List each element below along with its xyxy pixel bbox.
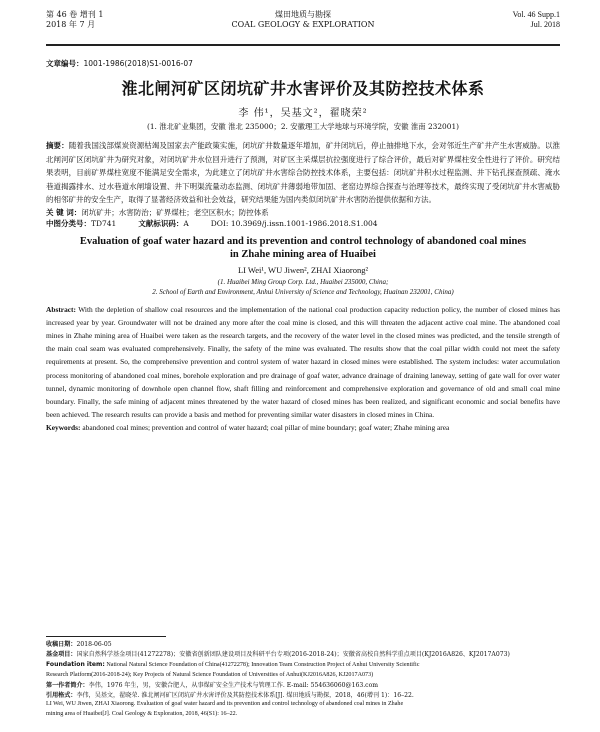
title-chinese: 淮北闸河矿区闭坑矿井水害评价及其防控技术体系 — [121, 79, 485, 98]
running-header — [46, 10, 560, 46]
doc-code-label: 文献标识码： — [138, 218, 184, 228]
fund-en-line1: National Natural Science Foundation of China(41272278); Innovation Team Construction Project of Anhui University Scientific — [106, 661, 420, 668]
footnote-received — [46, 640, 560, 650]
footnotes — [46, 636, 560, 720]
author-label: 第一作者简介： — [46, 681, 89, 689]
received-value: 2018-06-05 — [76, 641, 112, 648]
header-journal-en: COAL GEOLOGY & EXPLORATION — [231, 20, 375, 29]
footnote-citation-en: LI Wei, WU Jiwen, ZHAI Xiaorong. Evaluation of goaf water hazard and its prevention and control technology of abandoned coal mines in Zhahe — [46, 701, 404, 708]
classification-line — [46, 218, 560, 229]
footnote-divider — [46, 636, 166, 637]
footnote-citation-cn — [46, 691, 560, 701]
header-volume-en — [513, 10, 560, 30]
fund-label: 基金项目： — [46, 650, 77, 658]
abstract-en-label: Abstract: — [46, 304, 76, 314]
journal-page — [0, 10, 600, 732]
keywords-chinese — [46, 207, 560, 218]
keywords-cn-label: 关 键 词： — [46, 207, 82, 217]
footnote-fund-en — [46, 660, 560, 671]
citation-value: 李伟，吴基文，翟晓荣. 淮北闸河矿区闭坑矿井水害评价及其防控技术体系[J]. 煤田地质与勘探，2018，46(增刊 1)：16–22. — [76, 691, 414, 699]
doi-label: DOI: — [210, 218, 231, 228]
footnote-author — [46, 681, 560, 691]
author-value: 李伟，1976 年生，男，安徽合肥人，从事煤矿安全生产技术与管理工作. E-mail: 554636060@163.com — [88, 681, 379, 689]
article-number — [46, 58, 560, 69]
citation-label: 引用格式： — [46, 691, 77, 699]
header-vol-en: Vol. 46 Supp.1 — [512, 10, 560, 19]
title-english: Evaluation of goaf water hazard and its prevention and control technology of abandoned coal mines in Zhahe mining area of Huaibei — [79, 235, 527, 260]
abstract-english — [46, 303, 560, 422]
fund-en-label: Foundation item: — [46, 660, 105, 668]
footnote-fund-en-cont: Research Platform(2016-2018-24); Key Projects of Natural Science Foundation of Universities of Anhui(KJ2016A826, KJ2017A073) — [46, 671, 374, 678]
footnote-citation-en-cont: mining area of Huaibei[J]. Coal Geology & Exploration, 2018, 46(S1): 16–22. — [46, 711, 238, 718]
affiliation-english — [46, 277, 560, 297]
footnote-fund-cn — [46, 650, 560, 660]
keywords-cn-text: 闭坑矿井；水害防治；矿界煤柱；老空区积水；防控体系 — [81, 207, 269, 217]
article-number-value: 1001-1986(2018)S1-0016-07 — [83, 59, 193, 68]
abstract-cn-text: 随着我国浅部煤炭资源枯竭及国家去产能政策实施，闭坑矿井数量逐年增加，矿井闭坑后，停止抽排地下水，会对邻近生产矿井产生水害威胁。以淮北闸河矿区闭坑矿井为研究对象，对闭坑矿井水位回升进行了预测，对矿区主采煤层抗拉强度进行了综合评价，最后对矿界煤柱安全性进行了评价。研究结果表明，目前矿界煤柱宽度不能满足安全需求，为此建立了闭坑矿井水害综合防控技术体系，主要包括：闭坑矿井积水过程监测、井下钻孔探查预疏、淹水巷道揭露排水、过水巷道水闸墙设置、井下明渠流量动态监测、闭坑矿井薄弱地带加固、老窑边界综合探查与治理等技术，最终实现了受闭坑矿井水害威胁的相邻矿井的安全生产，取得了显著经济效益和社会效益，研究结果能为国内类似闭坑矿井水害防治提供依据和方法。 — [46, 141, 561, 204]
header-date-cn: 2018 年 7 月 — [46, 20, 96, 29]
clc-label: 中图分类号： — [46, 218, 91, 228]
abstract-en-text: With the depletion of shallow coal resources and the implementation of the national coal production capacity reduction policy, the number of closed mines has increased year by year. Groundwater will not be drained any more after the coal mine is closed, and this will threaten the adjacent active coal mine. The abandoned coal mines in Zhahe mining area of Huaibei were taken as the research targets, and the recovery of the water level in the closed mines was predicted, and the tensile strength of the main coal seam was evaluated comprehensively. Finally, the safety of the mine was evaluated. The results show that the coal pillar width could not meet the safety requirements at present. So, the comprehensive prevention and control system of water hazard in closed mines were established. The system includes: water accumulation process monitoring of abandoned coal mines, borehole exploration and pre drainage of goaf water, advance drainage of draining laneway, setting of gate wall for over water tunnel, dynamic monitoring of downhole open channel flow, shaft filling and reinforcement and comprehensive exploration and governance of old and small coal mine boundary. Finally, the safe mining of adjacent mines threatened by the water hazard of closed mines has been realized, and significant economic and social benefits have been achieved. The research results can provide a basis and method for preventing similar water disasters in closed mines in China. — [46, 304, 560, 420]
affiliation-en-1: (1. Huaibei Ming Group Corp. Ltd., Huaibei 235000, China; — [217, 277, 389, 286]
header-journal-cn: 煤田地质与勘探 — [275, 10, 331, 19]
received-label: 收稿日期： — [46, 641, 77, 648]
fund-value: 国家自然科学基金项目(41272278)；安徽省创新团队建设项目及科研平台专项(2016-2018-24)；安徽省高校自然科学重点项目(KJ2016A826、KJ2017A073) — [76, 650, 510, 658]
doc-code-value: A — [183, 218, 189, 228]
keywords-en-label: Keywords: — [46, 423, 81, 433]
affiliation-chinese: (1. 淮北矿业集团，安徽 淮北 235000；2. 安徽理工大学地球与环境学院，安徽 淮南 232001) — [146, 122, 460, 131]
authors-chinese: 李 伟¹，吴基文²，翟晓荣² — [238, 108, 368, 119]
header-date-en: Jul. 2018 — [530, 20, 560, 29]
keywords-en-text: abandoned coal mines; prevention and control of water hazard; coal pillar of mine boundary; goaf water; Zhahe mining area — [82, 423, 450, 433]
clc-value: TD741 — [91, 218, 117, 228]
header-journal-name — [46, 10, 560, 30]
authors-english: LI Wei¹, WU Jiwen², ZHAI Xiaorong² — [237, 264, 369, 275]
abstract-chinese — [46, 139, 560, 207]
article-number-label: 文章编号： — [46, 59, 84, 68]
affiliation-en-2: 2. School of Earth and Environment, Anhui University of Science and Technology, Huainan 232001, China) — [152, 287, 454, 296]
header-volume: 第 46 卷 增刊 1 — [46, 10, 104, 19]
doi-link[interactable]: 10.3969/j.issn.1001-1986.2018.S1.004 — [230, 218, 378, 228]
keywords-english — [46, 422, 560, 433]
abstract-cn-label: 摘要： — [46, 141, 69, 150]
